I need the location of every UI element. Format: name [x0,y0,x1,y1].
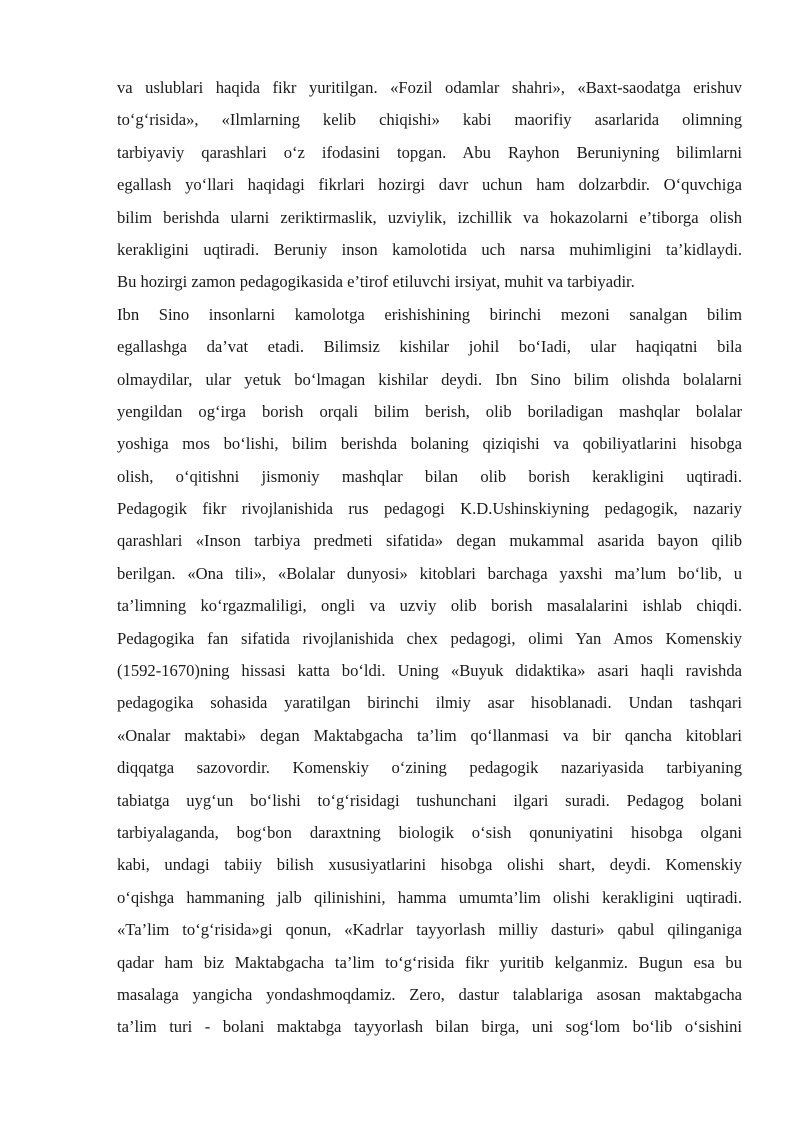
text-line: qarashlari «Inson tarbiya predmeti sifatida» degan mukammal asarida bayon qilib [117,531,742,551]
text-line: tabiatga uyg‘un bo‘lishi to‘g‘risidagi tushunchani ilgari suradi. Pedagog bolani [117,790,742,810]
text-line: olish, o‘qitishni jismoniy mashqlar bilan olib borish kerakligini uqtiradi. [117,466,742,486]
text-line: to‘g‘risida», «Ilmlarning kelib chiqishi» kabi maorifiy asarlarida olimning [117,110,742,130]
text-line: Bu hozirgi zamon pedagogikasida e’tirof etiluvchi irsiyat, muhit va tarbiyadir. [117,272,635,292]
text-line: «Ta’lim to‘g‘risida»gi qonun, «Kadrlar tayyorlash milliy dasturi» qabul qilinganiga [117,920,742,940]
text-line: yengildan og‘irga borish orqali bilim berish, olib boriladigan mashqlar bolalar [117,401,742,421]
text-line: Ibn Sino insonlarni kamolotga erishishining birinchi mezoni sanalgan bilim [117,304,742,324]
text-line: ta’limning ko‘rgazmaliligi, ongli va uzviy olib borish masalalarini ishlab chiqdi. [117,596,742,616]
text-line: (1592-1670)ning hissasi katta bo‘ldi. Uning «Buyuk didaktika» asari haqli ravishda [117,661,742,681]
text-line: Pedagogik fikr rivojlanishida rus pedagogi K.D.Ushinskiyning pedagogik, nazariy [117,499,742,519]
text-line: berilgan. «Ona tili», «Bolalar dunyosi» kitoblari barchaga yaxshi ma’lum bo‘lib, u [117,563,742,583]
text-line: «Onalar maktabi» degan Maktabgacha ta’lim qo‘llanmasi va bir qancha kitoblari [117,725,742,745]
text-line: tarbiyalaganda, bog‘bon daraxtning biologik o‘sish qonuniyatini hisobga olgani [117,822,742,842]
text-line: yoshiga mos bo‘lishi, bilim berishda bolaning qiziqishi va qobiliyatlarini hisobga [117,434,742,454]
body-text [117,72,742,1044]
text-line: kerakligini uqtiradi. Beruniy inson kamolotida uch narsa muhimligini ta’kidlaydi. [117,239,742,259]
text-line: o‘qishga hammaning jalb qilinishini, hamma umumta’lim olishi kerakligini uqtiradi. [117,887,742,907]
text-line: masalaga yangicha yondashmoqdamiz. Zero, dastur talablariga asosan maktabgacha [117,984,742,1004]
text-line: tarbiyaviy qarashlari o‘z ifodasini topgan. Abu Rayhon Beruniyning bilimlarni [117,142,742,162]
text-line: va uslublari haqida fikr yuritilgan. «Fozil odamlar shahri», «Baxt-saodatga erishuv [117,78,742,97]
text-line: egallash yo‘llari haqidagi fikrlari hozirgi davr uchun ham dolzarbdir. O‘quvchiga [117,175,742,195]
text-line: egallashga da’vat etadi. Bilimsiz kishilar johil bo‘Iadi, ular haqiqatni bila [117,337,742,357]
text-line: olmaydilar, ular yetuk bo‘lmagan kishilar deydi. Ibn Sino bilim olishda bolalarni [117,369,742,389]
text-line: kabi, undagi tabiiy bilish xususiyatlarini hisobga olishi shart, deydi. Komenskiy [117,855,742,875]
text-line: diqqatga sazovordir. Komenskiy o‘zining pedagogik nazariyasida tarbiyaning [117,758,742,778]
text-line: ta’lim turi - bolani maktabga tayyorlash bilan birga, uni sog‘lom bo‘lib o‘sishini [117,1017,742,1037]
text-line: bilim berishda ularni zeriktirmaslik, uzviylik, izchillik va hokazolarni e’tiborga olish [117,207,742,227]
text-line: Pedagogika fan sifatida rivojlanishida chex pedagogi, olimi Yan Amos Komenskiy [117,628,742,648]
text-line: qadar ham biz Maktabgacha ta’lim to‘g‘risida fikr yuritib kelganmiz. Bugun esa bu [117,952,742,972]
text-line: pedagogika sohasida yaratilgan birinchi ilmiy asar hisoblanadi. Undan tashqari [117,693,742,713]
